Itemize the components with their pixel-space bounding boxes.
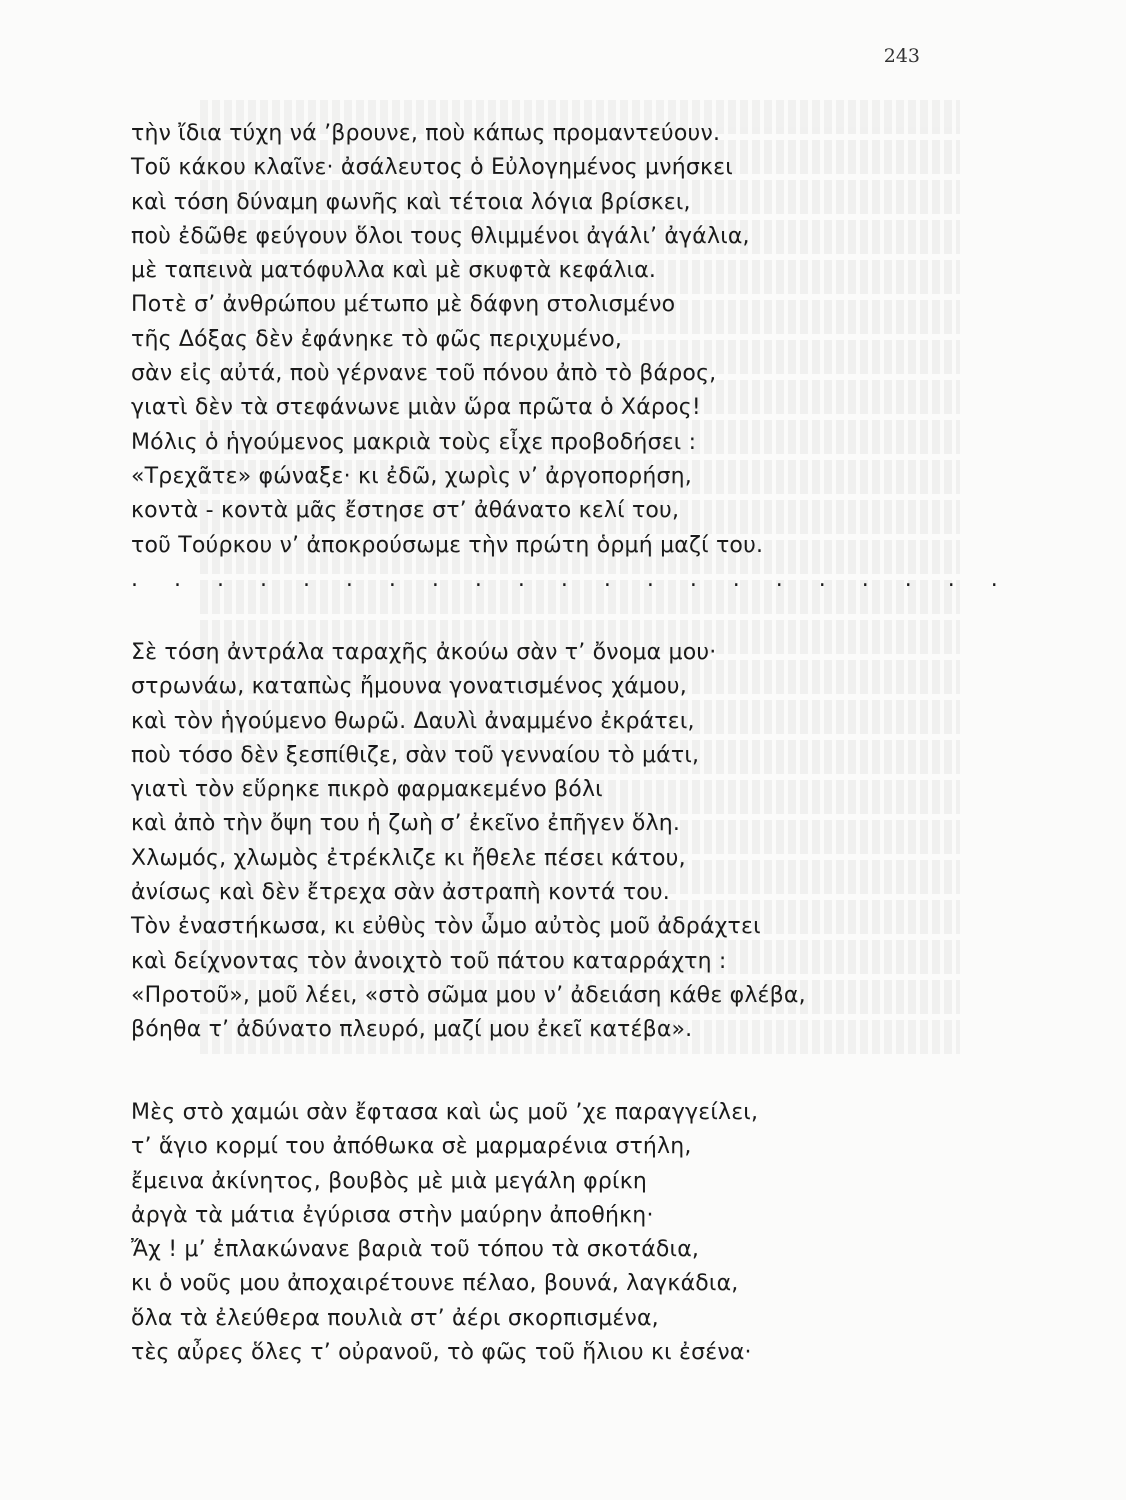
stanza-1 xyxy=(131,117,1013,597)
poem-line: Μὲς στὸ χαμώι σὰν ἔφτασα καὶ ὡς μοῦ ’χε παραγγείλει, xyxy=(131,1100,759,1125)
poem-line: καὶ τὸν ἡγούμενο θωρῶ. Δαυλὶ ἀναμμένο ἐκράτει, xyxy=(131,708,695,734)
poem-line: κι ὁ νοῦς μου ἀποχαιρέτουνε πέλαο, βουνά, λαγκάδια, xyxy=(131,1271,739,1297)
poem-line: Ἄχ ! μ’ ἐπλακώνανε βαριὰ τοῦ τόπου τὰ σκοτάδια, xyxy=(131,1237,700,1263)
ellipsis-row: . . . . . . . . . . . . . . . . . . . . . xyxy=(131,566,1013,592)
poem-line: Τὸν ἐναστήκωσα, κι εὐθὺς τὸν ὦμο αὐτὸς μοῦ ἀδράχτει xyxy=(131,914,761,940)
poem-line: ὅλα τὰ ἐλεύθερα πουλιὰ στ’ ἀέρι σκορπισμένα, xyxy=(131,1305,659,1331)
poem-line: Χλωμός, χλωμὸς ἐτρέκλιζε κι ἤθελε πέσει κάτου, xyxy=(131,845,686,871)
poem-line: Μόλις ὁ ἡγούμενος μακριὰ τοὺς εἶχε προβοδήσει : xyxy=(131,429,697,455)
poem-line: «Προτοῦ», μοῦ λέει, «στὸ σῶμα μου ν’ ἀδειάση κάθε φλέβα, xyxy=(131,982,806,1008)
poem-line: Σὲ τόση ἀντράλα ταραχῆς ἀκούω σὰν τ’ ὄνομα μου· xyxy=(131,640,717,665)
poem-line: κοντὰ - κοντὰ μᾶς ἔστησε στ’ ἀθάνατο κελί του, xyxy=(131,498,680,524)
poem-line: τ’ ἅγιο κορμί του ἀπόθωκα σὲ μαρμαρένια στήλη, xyxy=(131,1134,692,1160)
poem-line: γιατὶ τὸν εὕρηκε πικρὸ φαρμακεμένο βόλι xyxy=(131,777,603,803)
poem-line: τῆς Δόξας δὲν ἐφάνηκε τὸ φῶς περιχυμένο, xyxy=(131,326,623,352)
poem-line: σὰν εἰς αὐτά, ποὺ γέρνανε τοῦ πόνου ἀπὸ τὸ βάρος, xyxy=(131,361,717,387)
stanza-3 xyxy=(131,1096,891,1370)
poem-line: Τοῦ κάκου κλαῖνε· ἀσάλευτος ὁ Εὐλογημένος μνήσκει xyxy=(131,155,733,181)
poem-line: «Τρεχᾶτε» φώναξε· κι ἐδῶ, χωρὶς ν’ ἀργοπορήση, xyxy=(131,463,692,489)
poem-line: ποὺ ἐδῶθε φεύγουν ὅλοι τους θλιμμένοι ἀγάλι’ ἀγάλια, xyxy=(131,223,750,249)
poem-line: τοῦ Τούρκου ν’ ἀποκρούσωμε τὴν πρώτη ὁρμή μαζί του. xyxy=(131,532,764,558)
poem-line: καὶ ἀπὸ τὴν ὄψη του ἡ ζωὴ σ’ ἐκεῖνο ἐπῆγεν ὅλη. xyxy=(131,811,681,837)
poem-line: τὲς αὖρες ὅλες τ’ οὐρανοῦ, τὸ φῶς τοῦ ἥλιου κι ἐσένα· xyxy=(131,1340,752,1366)
poem-line: ποὺ τόσο δὲν ξεσπίθιζε, σὰν τοῦ γενναίου τὸ μάτι, xyxy=(131,742,700,768)
poem-line: καὶ τόση δύναμη φωνῆς καὶ τέτοια λόγια βρίσκει, xyxy=(131,189,691,215)
poem-line: ἀργὰ τὰ μάτια ἐγύρισα στὴν μαύρην ἀποθήκη· xyxy=(131,1202,654,1228)
poem-line: ἔμεινα ἀκίνητος, βουβὸς μὲ μιὰ μεγάλη φρίκη xyxy=(131,1168,648,1194)
poem-line: καὶ δείχνοντας τὸν ἀνοιχτὸ τοῦ πάτου καταρράχτη : xyxy=(131,948,727,974)
poem-line: μὲ ταπεινὰ ματόφυλλα καὶ μὲ σκυφτὰ κεφάλια. xyxy=(131,258,657,284)
page-number: 243 xyxy=(883,45,920,67)
poem-line: γιατὶ δὲν τὰ στεφάνωνε μιὰν ὥρα πρῶτα ὁ Χάρος! xyxy=(131,395,701,421)
stanza-2 xyxy=(131,636,891,1048)
poem-line: Ποτὲ σ’ ἀνθρώπου μέτωπο μὲ δάφνη στολισμένο xyxy=(131,292,676,318)
poem-line: βόηθα τ’ ἀδύνατο πλευρό, μαζί μου ἐκεῖ κατέβα». xyxy=(131,1017,693,1043)
poem-line: τὴν ἴδια τύχη νά ’βρουνε, ποὺ κάπως προμαντεύουν. xyxy=(131,121,721,146)
poem-line: ἀνίσως καὶ δὲν ἔτρεχα σὰν ἀστραπὴ κοντά του. xyxy=(131,880,670,906)
poem-line: στρωνάω, καταπὼς ἤμουνα γονατισμένος χάμου, xyxy=(131,674,687,700)
